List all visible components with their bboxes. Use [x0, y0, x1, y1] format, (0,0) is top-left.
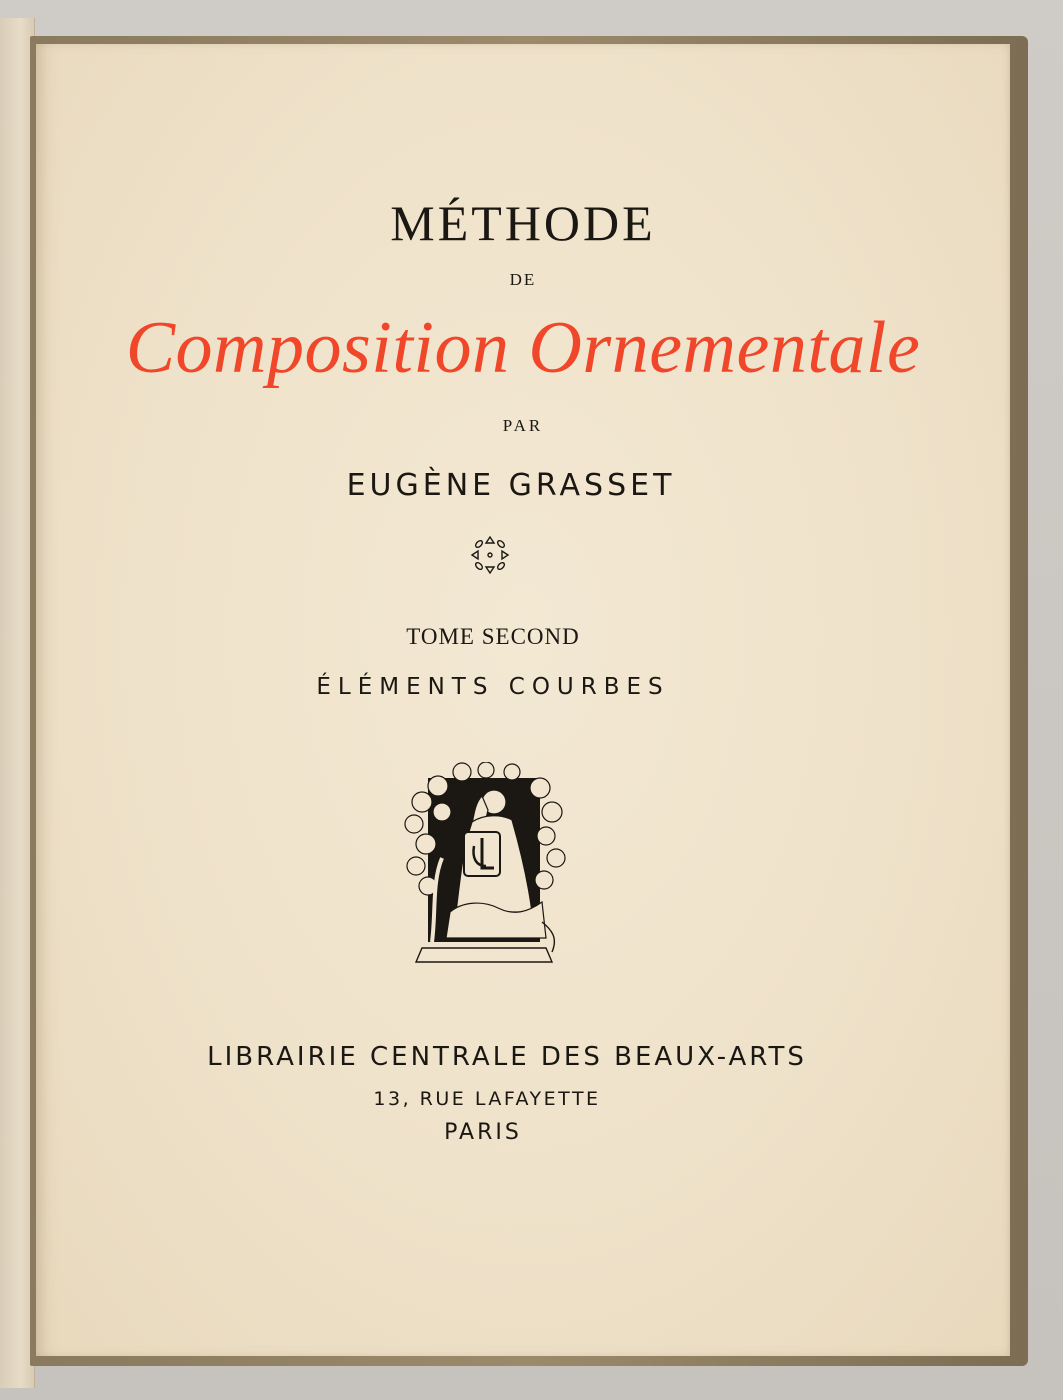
author-name: EUGÈNE GRASSET [346, 468, 676, 503]
title-line-de: DE [509, 270, 537, 289]
title-line-methode: MÉTHODE [390, 195, 656, 251]
main-title: Composition Ornementale [125, 307, 921, 389]
publisher-device-icon [402, 762, 566, 974]
subtitle: ÉLÉMENTS COURBES [316, 674, 670, 700]
by-line: PAR [502, 416, 544, 435]
publisher-city: PARIS [444, 1120, 522, 1145]
volume-label: TOME SECOND [406, 624, 580, 649]
title-page [36, 44, 1010, 1356]
publisher-address: 13, RUE LAFAYETTE [373, 1088, 601, 1110]
publisher-name: LIBRAIRIE CENTRALE DES BEAUX-ARTS [207, 1042, 807, 1072]
fleuron-ornament-icon [466, 531, 514, 579]
